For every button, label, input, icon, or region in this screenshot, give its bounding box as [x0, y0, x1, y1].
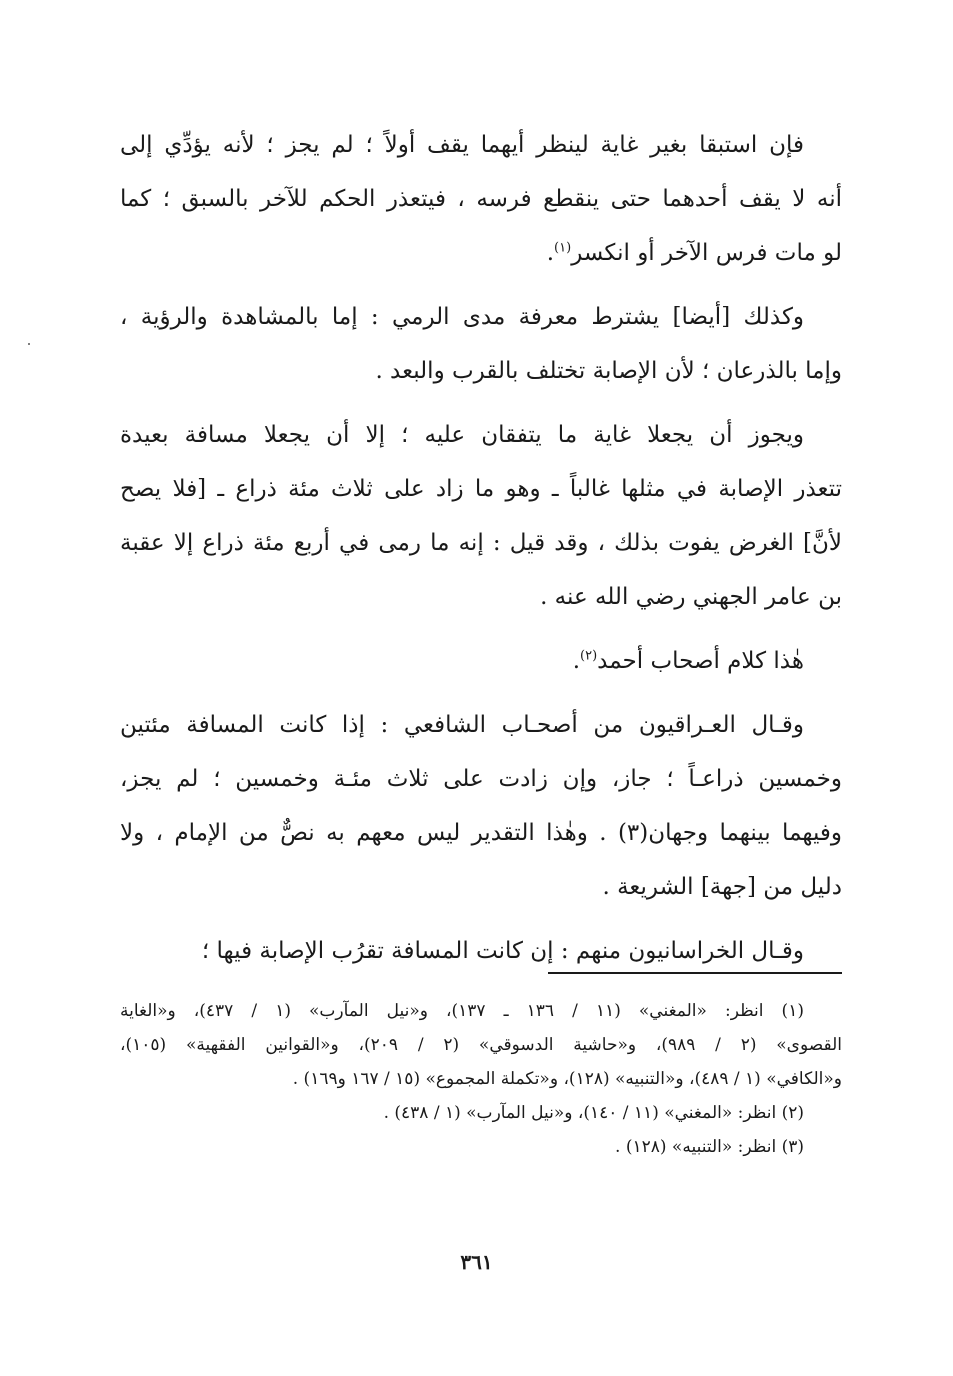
text-line-content: هٰذا كلام أصحاب أحمد	[597, 648, 804, 674]
paragraph-1	[120, 118, 842, 280]
text-line-tail: .	[546, 240, 555, 266]
footnote-line: القصوى» (٢ / ٩٨٩)، و«حاشية الدسوقي» (٢ / ٢٠٩)، و«القوانين الفقهية» (١٠٥)،	[120, 1035, 842, 1055]
footnote-line: (١) انظر: «المغني» (١١ / ١٣٦ ـ ١٣٧)، و«نيل المآرب» (١ / ٤٣٧)، و«الغاية	[120, 1001, 804, 1021]
text-line: وقـال العـراقيون من أصحـاب الشافعي : إذا كانت المسافة مئتين	[120, 712, 804, 738]
footnote-1	[120, 994, 842, 1096]
footnote-line: (٣) انظر: «التنبيه» (١٢٨) .	[615, 1137, 804, 1157]
footnotes	[120, 994, 842, 1164]
text-line: فإن استبقا بغير غاية لينظر أيهما يقف أولاً ؛ لم يجز ؛ لأنه يؤدِّي إلى	[120, 132, 804, 158]
paragraph-4	[120, 634, 842, 688]
text-line: بن عامر الجهني رضي الله عنه .	[540, 584, 842, 610]
footnote-2	[120, 1096, 842, 1130]
paragraph-5	[120, 698, 842, 914]
footnote-3	[120, 1130, 842, 1164]
main-text	[120, 118, 842, 988]
footnote-ref-1: (١)	[554, 240, 572, 256]
text-line: وإما بالذرعان ؛ لأن الإصابة تختلف بالقرب والبعد .	[375, 358, 842, 384]
footnote-line: و«الكافي» (١ / ٤٨٩)، و«التنبيه» (١٢٨)، و«تكملة المجموع» (١٥ / ١٦٧ و١٦٩) .	[292, 1069, 842, 1089]
text-line: تتعذر الإصابة في مثلها غالباً ـ وهو ما زاد على ثلاث مئة ذراع ـ [فلا يصح	[120, 476, 842, 502]
text-line: وخمسين ذراعـاً ؛ جاز، وإن زادت على ثلاث مئـة وخمسين ؛ لم يجز،	[120, 766, 842, 792]
text-line: وفيهما بينهما وجهان(٣) . وهٰذا التقدير ليس معهم به نصٌّ من الإمام ، ولا	[120, 820, 843, 846]
scan-speck	[28, 343, 30, 345]
text-line: وكذلك [أيضا] يشترط معرفة مدى الرمي : إما بالمشاهدة والرؤية ،	[120, 304, 804, 330]
paragraph-2	[120, 290, 842, 398]
footnote-line: (٢) انظر: «المغني» (١١ / ١٤٠)، و«نيل المآرب» (١ / ٤٣٨) .	[383, 1103, 804, 1123]
text-line: ويجوز أن يجعلا غاية ما يتفقان عليه ؛ إلا أن يجعلا مسافة بعيدة	[120, 422, 804, 448]
text-line: دليل من [جهة] الشريعة .	[602, 874, 842, 900]
text-line-tail: .	[572, 648, 581, 674]
text-line: أنه لا يقف أحدهما حتى ينقطع فرسه ، فيتعذر الحكم للآخر بالسبق ؛ كما	[120, 186, 842, 212]
footnote-ref-2: (٢)	[580, 648, 598, 664]
text-line	[120, 634, 842, 688]
paragraph-6	[120, 924, 842, 978]
page-number: ٣٦١	[460, 1250, 493, 1274]
text-line: وقـال الخراسانيون منهم : إن كانت المسافة تقرُب الإصابة فيها ؛	[201, 938, 804, 964]
footnote-separator	[548, 972, 842, 974]
paragraph-3	[120, 408, 842, 624]
text-line	[120, 226, 842, 280]
text-line: لأنَّ] الغرض يفوت بذلك ، وقد قيل : إنه ما رمى في أربع مئة ذراع إلا عقبة	[120, 530, 842, 556]
text-line-content: لو مات فرس الآخر أو انكسر	[571, 240, 842, 266]
